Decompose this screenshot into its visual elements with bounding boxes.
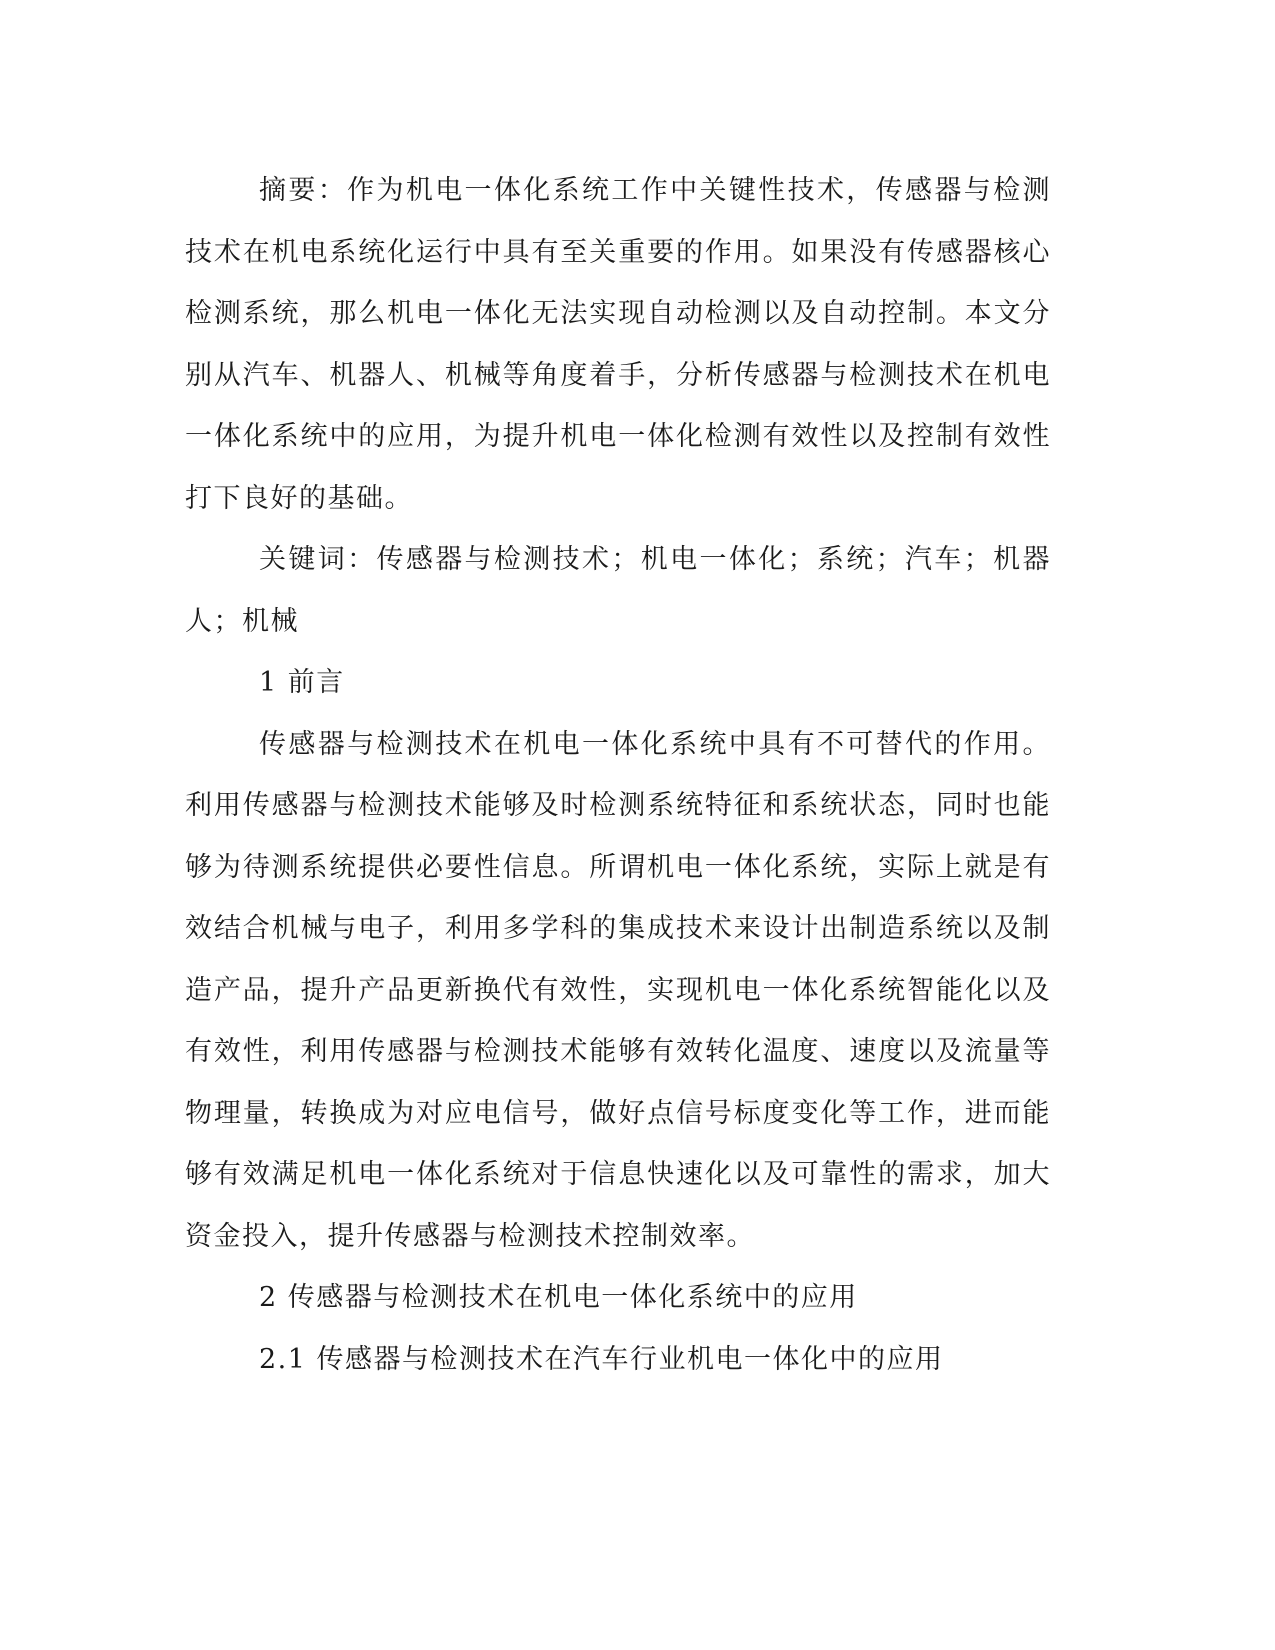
section-2-1-heading: 2.1 传感器与检测技术在汽车行业机电一体化中的应用 [259,1343,944,1375]
section-1-body: 传感器与检测技术在机电一体化系统中具有不可替代的作用。利用传感器与检测技术能够及时检测系统特征和系统状态，同时也能够为待测系统提供必要性信息。所谓机电一体化系统，实际上就是有效结合机械与电子，利用多学科的集成技术来设计出制造系统以及制造产品，提升产品更新换代有效性，实现机电一体化系统智能化以及有效性，利用传感器与检测技术能够有效转化温度、速度以及流量等物理量，转换成为对应电信号，做好点信号标度变化等工作，进而能够有效满足机电一体化系统对于信息快速化以及可靠性的需求，加大资金投入，提升传感器与检测技术控制效率。 [185,728,1051,1252]
document-body [185,160,1051,1390]
abstract-paragraph: 摘要：作为机电一体化系统工作中关键性技术，传感器与检测技术在机电系统化运行中具有至关重要的作用。如果没有传感器核心检测系统，那么机电一体化无法实现自动检测以及自动控制。本文分别从汽车、机器人、机械等角度着手，分析传感器与检测技术在机电一体化系统中的应用，为提升机电一体化检测有效性以及控制有效性打下良好的基础。 [185,175,1051,514]
section-1-heading: 1 前言 [259,667,345,698]
section-2-heading: 2 传感器与检测技术在机电一体化系统中的应用 [259,1282,858,1313]
keywords-paragraph: 关键词：传感器与检测技术；机电一体化；系统；汽车；机器人；机械 [185,544,1051,637]
